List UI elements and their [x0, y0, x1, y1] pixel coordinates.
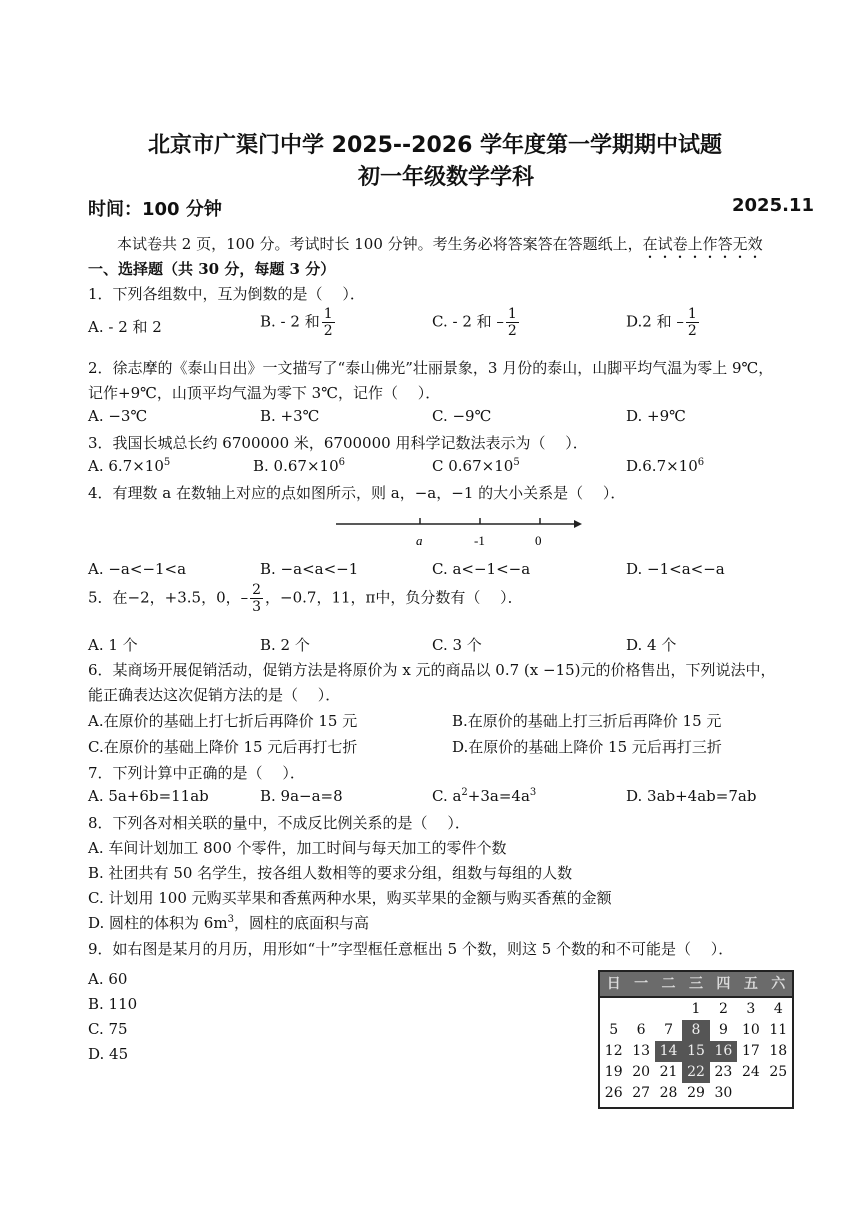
calendar-day: 24	[741, 1064, 760, 1080]
calendar-weekday: 二	[661, 976, 676, 992]
q2-option-d: D. +9℃	[626, 407, 686, 425]
exam-duration: 时间：100 分钟	[88, 199, 222, 220]
q6-stem-line2: 能正确表达这次促销方法的是（ ）．	[88, 686, 341, 704]
calendar-day: 14	[655, 1041, 682, 1062]
q7-c-pre: C. a	[432, 787, 462, 805]
q1-option-b	[260, 306, 337, 339]
q3-option-b	[253, 457, 345, 475]
calendar-day: 5	[609, 1022, 619, 1038]
calendar-day: 11	[769, 1022, 788, 1038]
q6-option-b: B.在原价的基础上打三折后再降价 15 元	[452, 712, 722, 730]
q8-d-exp: 3	[227, 914, 234, 925]
calendar-weekday: 三	[688, 976, 703, 992]
q6-option-d: D.在原价的基础上降价 15 元后再打三折	[452, 738, 722, 756]
calendar-day: 3	[746, 1001, 756, 1017]
q1-b-fraction	[322, 306, 335, 339]
q1-c-text: C. - 2 和 –	[432, 312, 504, 331]
q3-stem: 3．我国长城总长约 6700000 米，6700000 用科学记数法表示为（ ）．	[88, 434, 588, 452]
calendar-day: 29	[687, 1085, 705, 1101]
number-line-figure	[330, 512, 590, 552]
q2-option-c: C. −9℃	[432, 407, 492, 425]
q7-c-exp2: 3	[529, 787, 537, 798]
q3-b-exp: 6	[338, 457, 345, 468]
number-line-arrow	[574, 520, 582, 528]
q7-c-mid: +3a=4a	[467, 787, 530, 805]
calendar-day: 30	[714, 1085, 733, 1101]
q1-d-num: 1	[687, 306, 697, 322]
section-heading: 一、选择题（共 30 分，每题 3 分）	[88, 260, 336, 278]
q2-stem-line1: 2．徐志摩的《泰山日出》一文描写了“泰山佛光”壮丽景象，3 月份的泰山，山脚平均气温为零上 9℃，	[88, 359, 774, 377]
q8-option-d	[88, 912, 369, 933]
calendar-day: 15	[682, 1041, 709, 1062]
q5-option-a: A. 1 个	[88, 636, 138, 654]
q5-option-d: D. 4 个	[626, 636, 677, 654]
q3-c-base: C 0.67×10	[432, 457, 514, 475]
q1-b-num: 1	[323, 306, 333, 322]
q6-option-a: A.在原价的基础上打七折后再降价 15 元	[88, 712, 358, 730]
q9-option-b: B. 110	[88, 995, 138, 1013]
calendar-weekday: 一	[634, 976, 649, 992]
exam-title: 北京市广渠门中学 2025--2026 学年度第一学期期中试题	[148, 133, 723, 158]
q4-option-a: A. −a<−1<a	[88, 560, 187, 578]
q7-option-b: B. 9a−a=8	[260, 787, 343, 805]
calendar-weekday-header	[600, 972, 792, 998]
q7-c-exp1: 2	[461, 787, 468, 798]
calendar-weekday: 日	[606, 976, 621, 992]
q1-c-num: 1	[507, 306, 517, 322]
q7-option-c	[432, 787, 536, 805]
exam-date: 2025.11	[732, 195, 814, 216]
q2-stem-line2: 记作+9℃，山顶平均气温为零下 3℃，记作（ ）．	[88, 384, 441, 402]
q4-stem: 4．有理数 a 在数轴上对应的点如图所示，则 a，−a，−1 的大小关系是（ ）．	[88, 484, 626, 502]
q3-b-base: B. 0.67×10	[253, 457, 339, 475]
q6-stem-line1: 6．某商场开展促销活动，促销方法是将原价为 x 元的商品以 0.7 (x −15)元的价格售出，下列说法中，	[88, 661, 776, 679]
q2-option-a: A. −3℃	[88, 407, 148, 425]
q8-option-c: C. 计划用 100 元购买苹果和香蕉两种水果，购买苹果的金额与购买香蕉的金额	[88, 889, 612, 907]
calendar-day: 27	[632, 1085, 651, 1101]
q9-option-d: D. 45	[88, 1045, 129, 1063]
q8-option-b: B. 社团共有 50 名学生，按各组人数相等的要求分组，组数与每组的人数	[88, 864, 573, 882]
q8-d-pre: D. 圆柱的体积为 6m	[88, 914, 228, 932]
q1-stem: 1．下列各组数中，互为倒数的是（ ）．	[88, 285, 365, 303]
month-calendar	[598, 970, 794, 1109]
q1-option-c	[432, 306, 521, 339]
calendar-day: 8	[682, 1020, 709, 1041]
q4-option-d: D. −1<a<−a	[626, 560, 725, 578]
q3-d-base: D.6.7×10	[626, 457, 698, 475]
q5-option-c: C. 3 个	[432, 636, 482, 654]
q9-option-c: C. 75	[88, 1020, 128, 1038]
calendar-day: 7	[664, 1022, 674, 1038]
q5-option-b: B. 2 个	[260, 636, 310, 654]
calendar-day: 18	[769, 1043, 788, 1059]
q5-stem-pre: 5．在−2，+3.5，0，–	[88, 588, 249, 607]
q3-c-exp: 5	[513, 457, 520, 468]
q9-option-a: A. 60	[88, 970, 128, 988]
exam-subtitle: 初一年级数学学科	[358, 165, 535, 190]
calendar-day: 26	[604, 1085, 623, 1101]
q3-d-exp: 6	[697, 457, 705, 468]
q3-option-d	[626, 457, 704, 475]
calendar-day: 19	[604, 1064, 623, 1080]
q5-stem-post: ，−0.7，11，π中，负分数有（ ）．	[265, 588, 523, 607]
q7-stem: 7．下列计算中正确的是（ ）．	[88, 764, 305, 782]
calendar-day: 12	[604, 1043, 623, 1059]
q5-fraction	[250, 582, 263, 615]
calendar-weekday: 六	[771, 976, 786, 992]
q3-option-c	[432, 457, 520, 475]
calendar-weekday: 四	[716, 976, 731, 992]
calendar-day: 20	[632, 1064, 651, 1080]
label-a: a	[416, 533, 423, 548]
label-zero: 0	[535, 533, 542, 548]
calendar-day: 6	[636, 1022, 646, 1038]
intro-dotted: 在试卷上作答无效	[642, 235, 763, 253]
q1-c-den: 2	[507, 323, 517, 339]
calendar-day: 28	[659, 1085, 678, 1101]
q1-option-a: A. - 2 和 2	[88, 318, 162, 336]
calendar-day: 21	[659, 1064, 678, 1080]
calendar-day: 23	[714, 1064, 733, 1080]
q5-stem	[88, 582, 523, 615]
calendar-day: 10	[741, 1022, 760, 1038]
q6-option-c: C.在原价的基础上降价 15 元后再打七折	[88, 738, 358, 756]
q1-d-fraction	[686, 306, 699, 339]
q5-den: 3	[252, 599, 262, 615]
q4-option-c: C. a<−1<−a	[432, 560, 531, 578]
calendar-weekday: 五	[743, 976, 758, 992]
q1-c-fraction	[506, 306, 519, 339]
q8-option-a: A. 车间计划加工 800 个零件，加工时间与每天加工的零件个数	[88, 839, 507, 857]
intro-main: 本试卷共 2 页，100 分。考试时长 100 分钟。考生务必将答案答在答题纸上，	[117, 235, 643, 253]
q8-d-post: ，圆柱的底面积与高	[233, 914, 369, 932]
q1-b-text: B. - 2 和	[260, 312, 320, 331]
q4-option-b: B. −a<a<−1	[260, 560, 359, 578]
q1-d-text: D.2 和 –	[626, 312, 684, 331]
q1-b-den: 2	[323, 323, 333, 339]
q1-option-d	[626, 306, 701, 339]
q3-option-a	[88, 457, 170, 475]
q9-stem: 9．如右图是某月的月历，用形如“十”字型框任意框出 5 个数，则这 5 个数的和不可能是（ ）．	[88, 940, 734, 958]
q2-option-b: B. +3℃	[260, 407, 320, 425]
q3-a-exp: 5	[163, 457, 171, 468]
q8-stem: 8．下列各对相关联的量中，不成反比例关系的是（ ）．	[88, 814, 470, 832]
calendar-day: 25	[769, 1064, 788, 1080]
calendar-day: 22	[682, 1062, 709, 1083]
q3-a-base: A. 6.7×10	[88, 457, 164, 475]
calendar-day: 13	[632, 1043, 651, 1059]
q7-option-a: A. 5a+6b=11ab	[88, 787, 209, 805]
q5-num: 2	[252, 582, 262, 598]
calendar-day: 16	[710, 1041, 737, 1062]
calendar-day: 9	[718, 1022, 728, 1038]
label-minus-one: -1	[474, 533, 485, 548]
calendar-day: 2	[718, 1001, 728, 1017]
calendar-day: 17	[741, 1043, 760, 1059]
calendar-grid	[600, 998, 792, 1104]
q7-option-d: D. 3ab+4ab=7ab	[626, 787, 757, 805]
calendar-day: 4	[773, 1001, 783, 1017]
q1-d-den: 2	[687, 323, 697, 339]
calendar-day: 1	[691, 1001, 701, 1017]
